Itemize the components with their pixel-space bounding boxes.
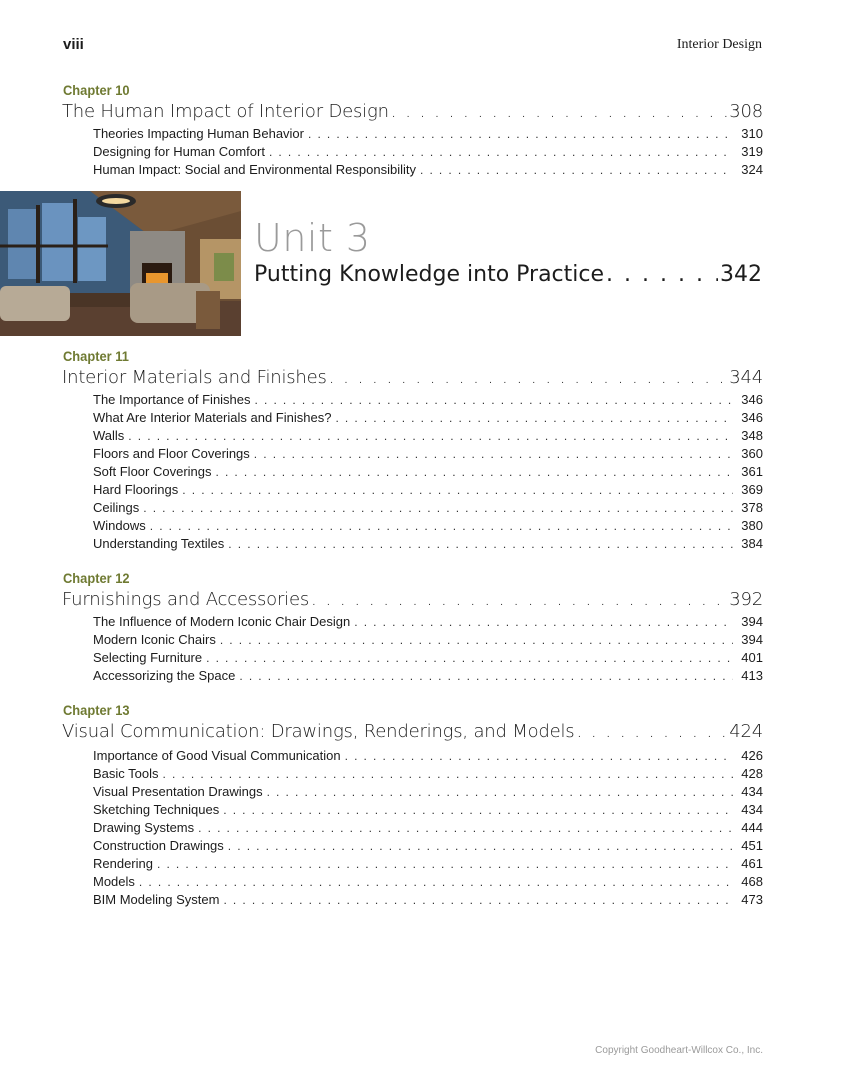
entry-title: Floors and Floor Coverings: [93, 446, 250, 461]
chapter-label: Chapter 10: [63, 82, 130, 98]
chapter-page: 392: [729, 589, 763, 610]
unit-page: 342: [720, 262, 762, 287]
entry-title: Walls: [93, 428, 125, 443]
dot-leader: [267, 785, 733, 799]
toc-section-list: [93, 614, 763, 686]
chapter-title-text: Furnishings and Accessories: [62, 589, 310, 610]
chapter-title[interactable]: [62, 367, 763, 388]
entry-page: 360: [741, 446, 763, 461]
entry-page: 401: [741, 650, 763, 665]
entry-page: 384: [741, 536, 763, 551]
entry-page: 394: [741, 614, 763, 629]
entry-page: 394: [741, 632, 763, 647]
toc-entry[interactable]: [93, 784, 763, 802]
dot-leader: [228, 839, 733, 853]
entry-page: 361: [741, 464, 763, 479]
entry-title: The Importance of Finishes: [93, 392, 251, 407]
entry-page: 369: [741, 482, 763, 497]
entry-title: Soft Floor Coverings: [93, 464, 212, 479]
entry-page: 319: [741, 144, 763, 159]
chapter-page: 424: [729, 721, 763, 742]
entry-page: 434: [741, 784, 763, 799]
entry-title: Construction Drawings: [93, 838, 224, 853]
toc-entry[interactable]: [93, 838, 763, 856]
toc-entry[interactable]: [93, 144, 763, 162]
dot-leader: [198, 821, 733, 835]
entry-title: What Are Interior Materials and Finishes?: [93, 410, 332, 425]
entry-title: Basic Tools: [93, 766, 159, 781]
dot-leader: [420, 163, 733, 177]
dot-leader: [329, 367, 728, 388]
chapter-title-text: Interior Materials and Finishes: [62, 367, 327, 388]
entry-page: 473: [741, 892, 763, 907]
running-header-title: Interior Design: [676, 37, 762, 52]
entry-title: Drawing Systems: [93, 820, 195, 835]
entry-title: Visual Presentation Drawings: [93, 784, 263, 799]
chapter-page: 344: [729, 367, 763, 388]
toc-entry[interactable]: [93, 162, 763, 180]
toc-section-list: [93, 392, 763, 554]
dot-leader: [139, 875, 733, 889]
chapter-title-text: The Human Impact of Interior Design: [62, 101, 389, 122]
entry-page: 346: [741, 410, 763, 425]
entry-title: BIM Modeling System: [93, 892, 220, 907]
dot-leader: [354, 615, 733, 629]
toc-entry[interactable]: [93, 632, 763, 650]
toc-entry[interactable]: [93, 874, 763, 892]
entry-page: 444: [741, 820, 763, 835]
chapter-title[interactable]: [62, 589, 763, 610]
toc-entry[interactable]: [93, 892, 763, 910]
chapter-title-text: Visual Communication: Drawings, Renderings, and Models: [62, 721, 575, 742]
entry-title: The Influence of Modern Iconic Chair Design: [93, 614, 351, 629]
dot-leader: [220, 633, 733, 647]
toc-section-list: [93, 748, 763, 910]
toc-entry[interactable]: [93, 668, 763, 686]
chapter-label: Chapter 13: [63, 702, 130, 718]
entry-title: Theories Impacting Human Behavior: [93, 126, 304, 141]
dot-leader: [576, 721, 727, 742]
toc-section-list: [93, 126, 763, 180]
toc-entry[interactable]: [93, 748, 763, 766]
entry-title: Ceilings: [93, 500, 140, 515]
unit-title[interactable]: [254, 262, 762, 287]
copyright-notice: Copyright Goodheart-Willcox Co., Inc.: [595, 1045, 763, 1056]
toc-entry[interactable]: [93, 766, 763, 784]
entry-page: 413: [741, 668, 763, 683]
page-number: viii: [63, 36, 84, 53]
dot-leader: [239, 669, 733, 683]
entry-title: Hard Floorings: [93, 482, 179, 497]
dot-leader: [254, 447, 733, 461]
dot-leader: [311, 589, 727, 610]
toc-entry[interactable]: [93, 856, 763, 874]
toc-entry[interactable]: [93, 392, 763, 410]
dot-leader: [255, 393, 733, 407]
entry-page: 380: [741, 518, 763, 533]
entry-page: 428: [741, 766, 763, 781]
entry-title: Selecting Furniture: [93, 650, 203, 665]
dot-leader: [223, 893, 733, 907]
toc-entry[interactable]: [93, 410, 763, 428]
entry-title: Understanding Textiles: [93, 536, 225, 551]
unit-title-text: Putting Knowledge into Practice: [254, 262, 605, 287]
entry-page: 324: [741, 162, 763, 177]
toc-entry[interactable]: [93, 614, 763, 632]
entry-page: 348: [741, 428, 763, 443]
toc-entry[interactable]: [93, 650, 763, 668]
chapter-title[interactable]: [62, 721, 763, 742]
dot-leader: [150, 519, 733, 533]
entry-page: 378: [741, 500, 763, 515]
toc-entry[interactable]: [93, 802, 763, 820]
entry-page: 451: [741, 838, 763, 853]
living-room-photo: [0, 191, 241, 336]
toc-entry[interactable]: [93, 518, 763, 536]
entry-title: Designing for Human Comfort: [93, 144, 265, 159]
dot-leader: [157, 857, 733, 871]
entry-title: Human Impact: Social and Environmental Responsibility: [93, 162, 416, 177]
entry-title: Accessorizing the Space: [93, 668, 236, 683]
toc-entry[interactable]: [93, 820, 763, 838]
entry-title: Sketching Techniques: [93, 802, 220, 817]
entry-page: 434: [741, 802, 763, 817]
entry-title: Windows: [93, 518, 146, 533]
toc-entry[interactable]: [93, 126, 763, 144]
dot-leader: [335, 411, 733, 425]
toc-entry[interactable]: [93, 464, 763, 482]
entry-title: Models: [93, 874, 135, 889]
chapter-label: Chapter 12: [63, 570, 130, 586]
dot-leader: [269, 145, 733, 159]
chapter-title[interactable]: [62, 101, 763, 122]
entry-page: 468: [741, 874, 763, 889]
toc-entry[interactable]: [93, 536, 763, 554]
toc-entry[interactable]: [93, 428, 763, 446]
entry-page: 346: [741, 392, 763, 407]
dot-leader: [128, 429, 733, 443]
entry-page: 461: [741, 856, 763, 871]
entry-page: 426: [741, 748, 763, 763]
dot-leader: [163, 767, 733, 781]
dot-leader: [223, 803, 733, 817]
dot-leader: [182, 483, 733, 497]
dot-leader: [216, 465, 734, 479]
dot-leader: [143, 501, 733, 515]
entry-title: Importance of Good Visual Communication: [93, 748, 341, 763]
dot-leader: [228, 537, 733, 551]
unit-label: Unit 3: [254, 216, 371, 260]
chapter-label: Chapter 11: [63, 348, 129, 364]
dot-leader: [308, 127, 733, 141]
toc-entry[interactable]: [93, 500, 763, 518]
entry-title: Rendering: [93, 856, 153, 871]
toc-entry[interactable]: [93, 482, 763, 500]
dot-leader: [606, 262, 718, 287]
chapter-page: 308: [729, 101, 763, 122]
dot-leader: [206, 651, 733, 665]
entry-title: Modern Iconic Chairs: [93, 632, 216, 647]
dot-leader: [345, 749, 733, 763]
entry-page: 310: [741, 126, 763, 141]
toc-entry[interactable]: [93, 446, 763, 464]
dot-leader: [391, 101, 727, 122]
